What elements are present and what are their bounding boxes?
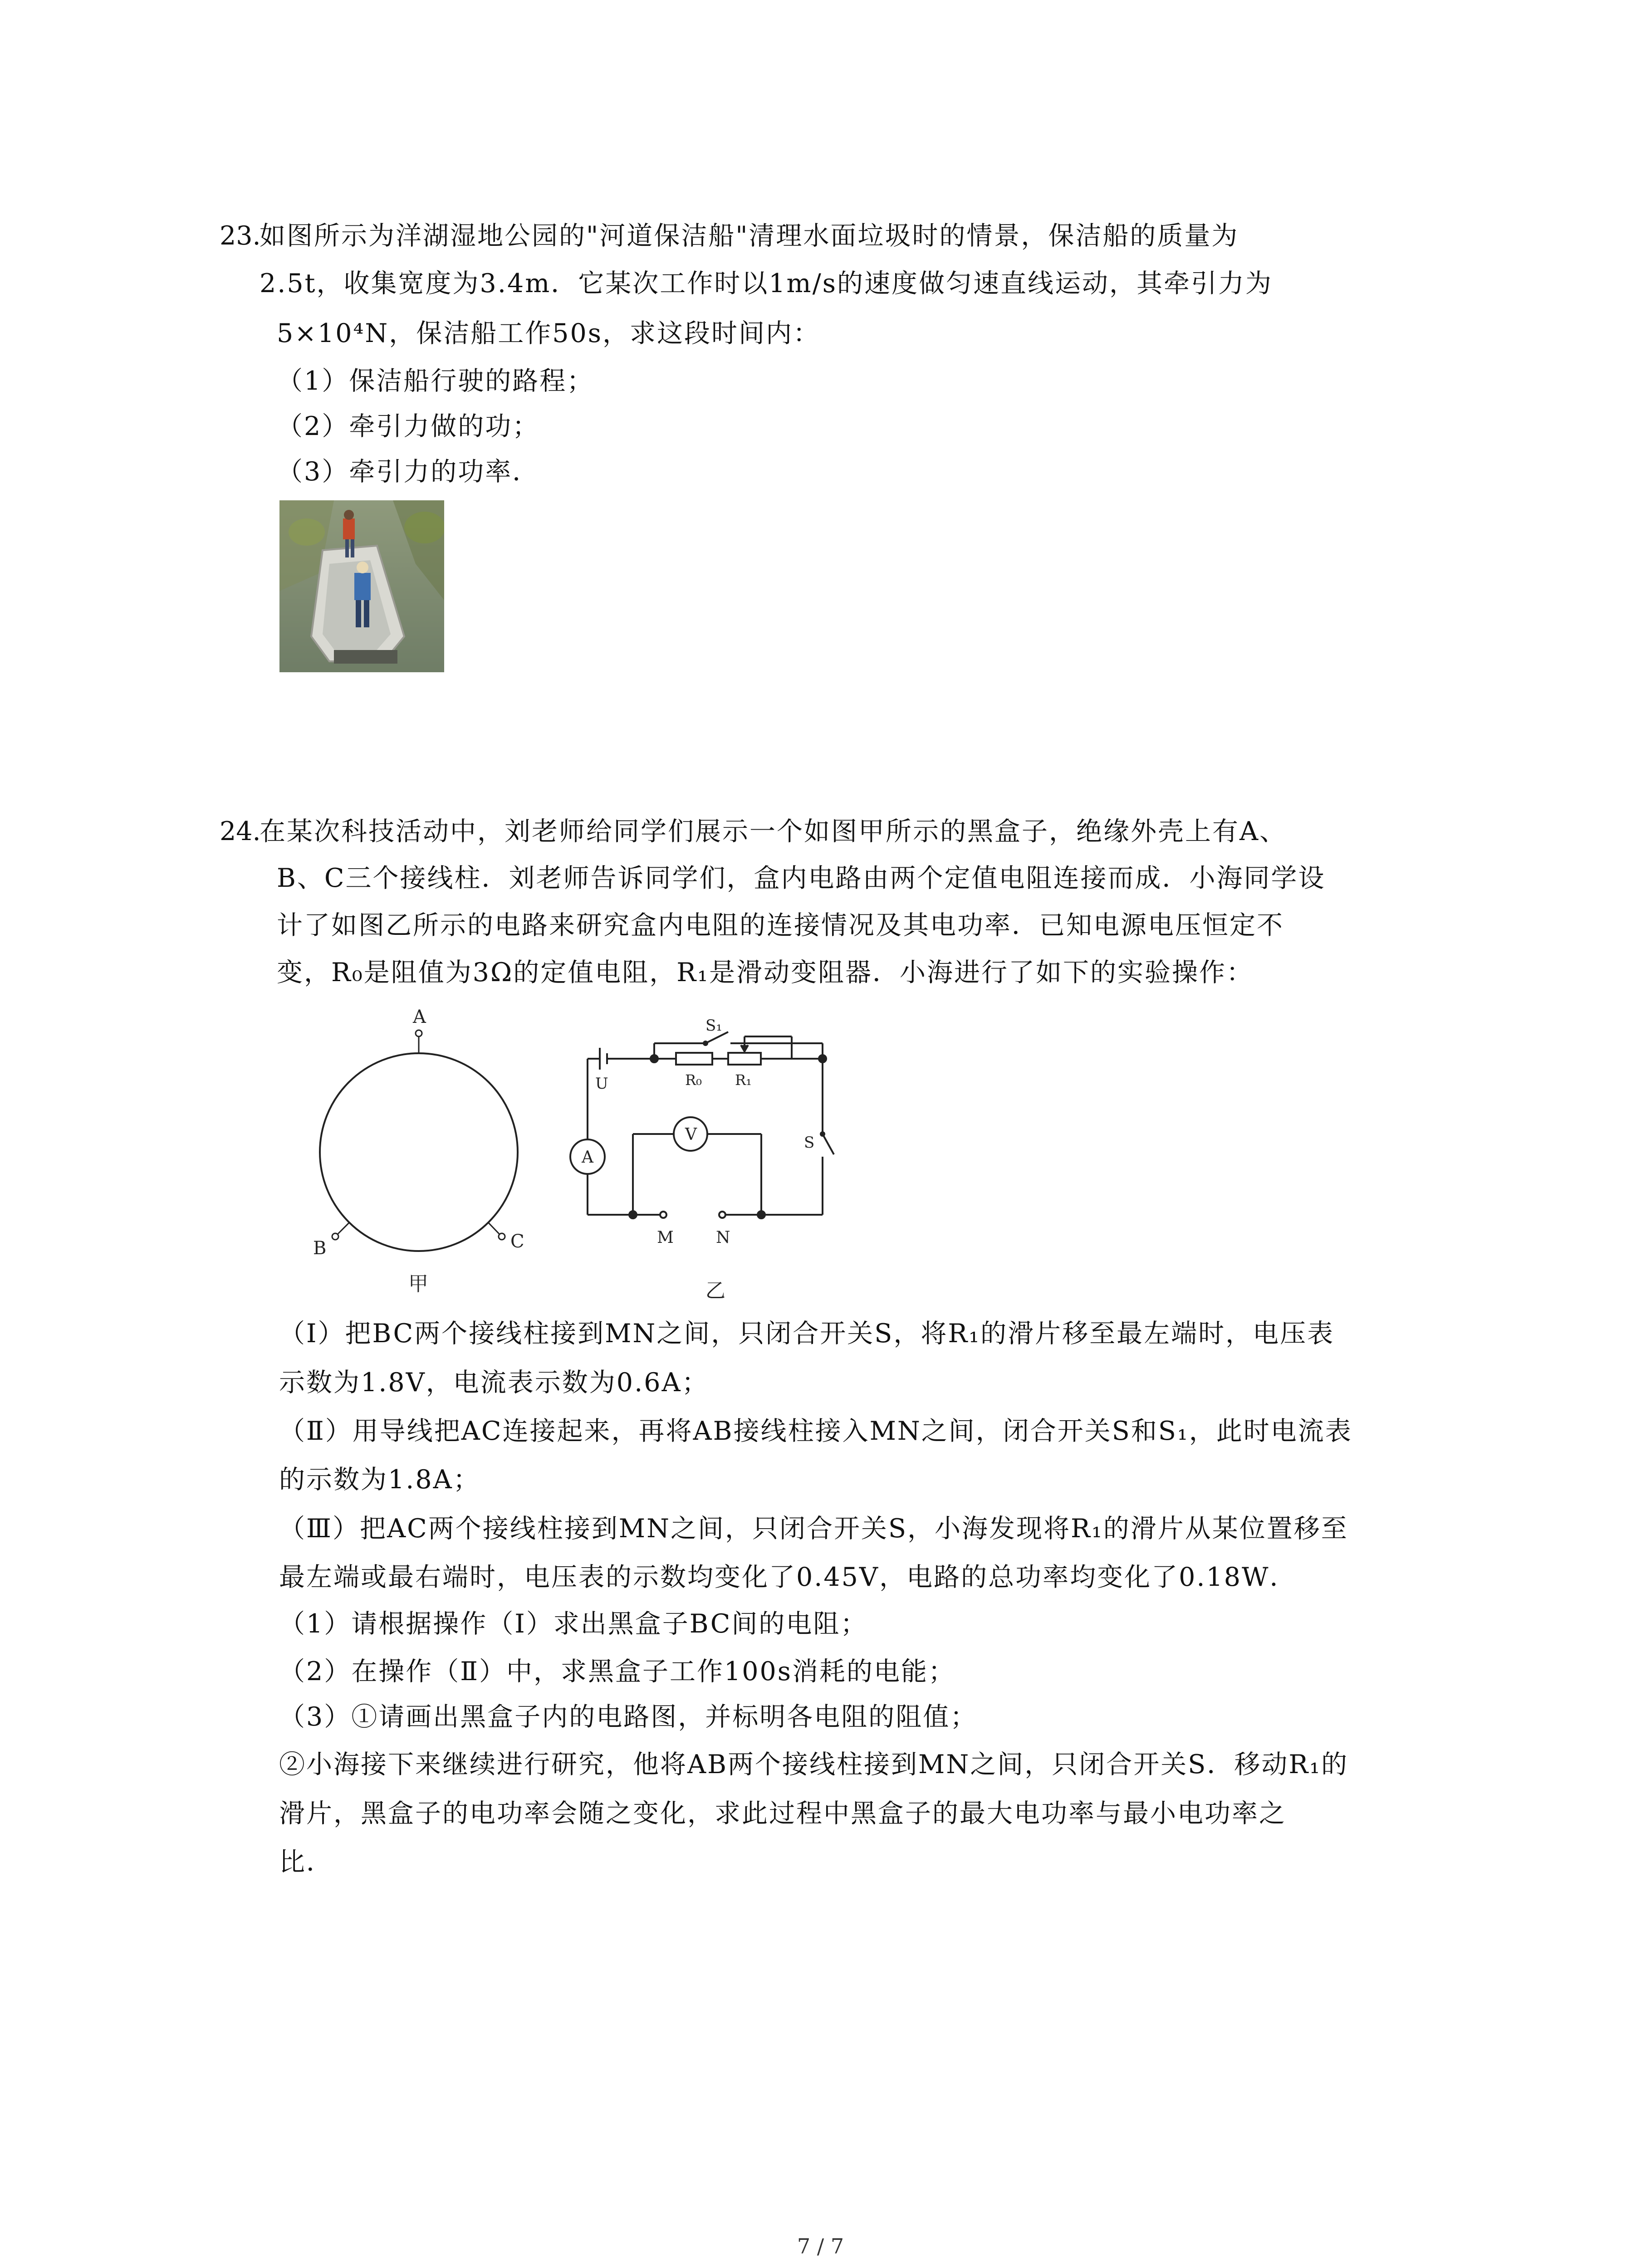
question-text-line: 计了如图乙所示的电路来研究盒内电阻的连接情况及其电功率．已知电源电压恒定不	[277, 910, 1284, 940]
terminal-c-label: C	[510, 1231, 524, 1252]
operation-1-cont: 示数为1.8V，电流表示数为0.6A；	[279, 1368, 709, 1398]
terminal-n-label: N	[716, 1228, 730, 1247]
circuit-figures	[272, 998, 862, 1325]
terminal-a-label: A	[413, 1007, 426, 1027]
operation-3-cont: 最左端或最右端时，电压表的示数均变化了0.45V，电路的总功率均变化了0.18W．	[279, 1562, 1297, 1592]
cleaning-boat-photo	[279, 500, 444, 672]
figure-jia-black-box	[313, 1007, 524, 1295]
operation-3: （Ⅲ）把AC两个接线柱接到MN之间，只闭合开关S，小海发现将R₁的滑片从某位置移至	[279, 1514, 1348, 1544]
question-number: 23.	[220, 221, 261, 251]
terminal-m-label: M	[657, 1228, 674, 1247]
question-text-line: 5×10⁴N，保洁船工作50s，求这段时间内：	[277, 318, 821, 348]
terminal-b-label: B	[313, 1238, 327, 1259]
operation-2: （Ⅱ）用导线把AC连接起来，再将AB接线柱接入MN之间，闭合开关S和S₁，此时电流表	[279, 1416, 1352, 1446]
sub-question: （2）在操作（Ⅱ）中，求黑盒子工作100s消耗的电能；	[279, 1657, 956, 1686]
voltmeter-label: V	[685, 1125, 697, 1144]
sub-question: （1）请根据操作（I）求出黑盒子BC间的电阻；	[279, 1609, 868, 1639]
question-number: 24.	[220, 816, 261, 846]
question-text-line: 2.5t，收集宽度为3.4m．它某次工作时以1m/s的速度做匀速直线运动，其牵引力为	[260, 269, 1273, 298]
question-text-line: 变，R₀是阻值为3Ω的定值电阻，R₁是滑动变阻器．小海进行了如下的实验操作：	[277, 958, 1254, 987]
figure-yi-caption: 乙	[705, 1279, 725, 1302]
r0-label: R₀	[685, 1071, 702, 1089]
operation-1: （I）把BC两个接线柱接到MN之间，只闭合开关S，将R₁的滑片移至最左端时，电压表	[279, 1319, 1335, 1349]
sub-question: （3）牵引力的功率．	[277, 457, 540, 487]
sub-question-cont: 滑片，黑盒子的电功率会随之变化，求此过程中黑盒子的最大电功率与最小电功率之	[279, 1799, 1286, 1828]
source-u-label: U	[595, 1075, 608, 1093]
r1-label: R₁	[735, 1071, 752, 1089]
switch-s-label: S	[804, 1134, 815, 1152]
sub-question: （3）①请画出黑盒子内的电路图，并标明各电阻的阻值；	[279, 1702, 978, 1732]
ammeter-label: A	[582, 1148, 593, 1167]
question-text-line: 如图所示为洋湖湿地公园的"河道保洁船"清理水面垃圾时的情景，保洁船的质量为	[260, 221, 1239, 251]
question-text-line: B、C三个接线柱．刘老师告诉同学们，盒内电路由两个定值电阻连接而成．小海同学设	[277, 863, 1326, 893]
sub-question-cont: ②小海接下来继续进行研究，他将AB两个接线柱接到MN之间，只闭合开关S．移动R₁的	[279, 1750, 1349, 1779]
sub-question-cont: 比．	[279, 1847, 333, 1877]
switch-s1-label: S₁	[705, 1017, 722, 1035]
figure-yi-circuit	[570, 1032, 834, 1218]
page-number: 7 / 7	[797, 2234, 844, 2258]
sub-question: （1）保洁船行驶的路程；	[277, 366, 594, 396]
question-text-line: 在某次科技活动中，刘老师给同学们展示一个如图甲所示的黑盒子，绝缘外壳上有A、	[260, 816, 1287, 846]
operation-2-cont: 的示数为1.8A；	[279, 1465, 480, 1495]
figure-jia-caption: 甲	[408, 1272, 428, 1295]
sub-question: （2）牵引力做的功；	[277, 411, 540, 441]
